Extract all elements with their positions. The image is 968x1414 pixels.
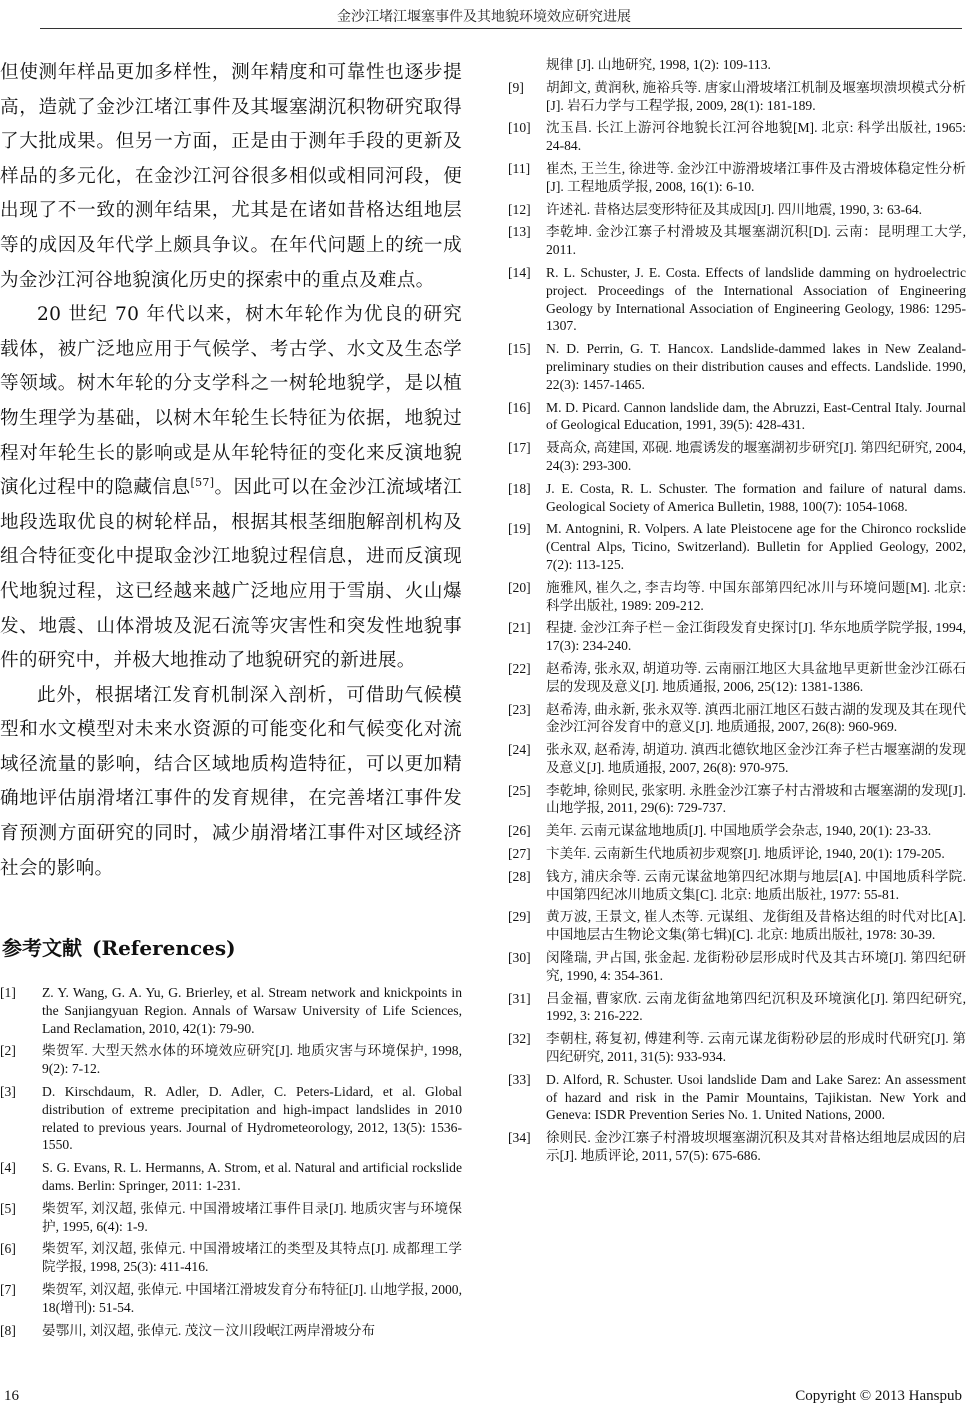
reference-item <box>508 201 966 219</box>
reference-item <box>0 1083 462 1154</box>
references-heading <box>2 932 236 961</box>
reference-item <box>508 439 966 475</box>
reference-number: [26] <box>508 823 531 839</box>
reference-item <box>508 741 966 777</box>
paragraph-3: 此外，根据堵江发育机制深入剖析，可借助气候模型和水文模型对未来水资源的可能变化和气候变化对流域径流量的影响，结合区域地质构造特征，可以更加精确地评估崩滑堵江事件的发育规律，在完善堵江事件发育预测方面研究的同时，减少崩滑堵江事件对区域经济社会的影响。 <box>0 684 462 879</box>
reference-number: [32] <box>508 1031 531 1047</box>
references-heading-cn: 参考文献 <box>2 936 82 960</box>
reference-item <box>508 822 966 840</box>
reference-text: S. G. Evans, R. L. Hermanns, A. Strom, et al. Natural and artificial rockslide dams. Berlin: Springer, 2011: 1-231. <box>42 1160 462 1193</box>
reference-text: 许述礼. 昔格达层变形特征及其成因[J]. 四川地震, 1990, 3: 63-64. <box>546 201 923 217</box>
reference-text: R. L. Schuster, J. E. Costa. Effects of landslide damming on hydroelectric project. Proceedings of the International Association of Engineering Geology by International Association of Engineering Geology, 1986: 1295-1307. <box>546 264 966 334</box>
reference-number: [16] <box>508 399 531 415</box>
reference-text: 柴贺军, 刘汉超, 张倬元. 中国滑坡堵江的类型及其特点[J]. 成都理工学院学报, 1998, 25(3): 411-416. <box>42 1241 462 1275</box>
reference-number: [11] <box>508 160 531 176</box>
reference-number: [14] <box>508 264 531 280</box>
reference-list-right <box>508 56 966 1170</box>
reference-text: 李乾坤, 徐则民, 张家明. 永胜金沙江寨子村古滑坡和古堰塞湖的发现[J]. 山地学报, 2011, 29(6): 729-737. <box>546 782 966 816</box>
paragraph-2 <box>0 298 462 679</box>
reference-number: [3] <box>0 1083 16 1099</box>
reference-item <box>508 660 966 696</box>
reference-text: 沈玉昌. 长江上游河谷地貌长江河谷地貌[M]. 北京: 科学出版社, 1965: 24-84. <box>546 120 966 154</box>
reference-number: [25] <box>508 782 531 798</box>
reference-number: [18] <box>508 480 531 496</box>
reference-item <box>508 399 966 435</box>
reference-number: [7] <box>0 1281 16 1297</box>
reference-continuation <box>508 56 966 74</box>
reference-number: [10] <box>508 120 531 136</box>
reference-text: N. D. Perrin, G. T. Hancox. Landslide-dammed lakes in New Zealand-preliminary studies on their distribution causes and effects. Landslide. 1990, 22(3): 1457-1465. <box>546 341 966 392</box>
reference-item <box>0 1240 462 1276</box>
reference-text: 闵隆瑞, 尹占国, 张金起. 龙街粉砂层形成时代及其古环境[J]. 第四纪研究, 1990, 4: 354-361. <box>546 950 966 983</box>
reference-text: 胡卸文, 黄润秋, 施裕兵等. 唐家山滑坡堵江机制及堰塞坝溃坝模式分析[J]. 岩石力学与工程学报, 2009, 28(1): 181-189. <box>546 79 966 113</box>
reference-item <box>508 340 966 393</box>
reference-text: D. Alford, R. Schuster. Usoi landslide Dam and Lake Sarez: An assessment of hazard and risk in the Pamir Mountains, Tajikistan. New York and Geneva: ISDR Prevention Series No. 1. United Nations, 2000. <box>546 1071 966 1123</box>
reference-item <box>508 119 966 155</box>
paragraph-2-text: 20 世纪 70 年代以来，树木年轮作为优良的研究载体，被广泛地应用于气候学、考古学、水文及生态学等领域。树木年轮的分支学科之一树轮地貌学，是以植物生理学为基础，以树木年轮生长特征为依据，地貌过程对年轮生长的影响或是从年轮特征的变化来反演地貌演化过程中的隐藏信息 <box>0 304 462 499</box>
reference-text: 晏鄂川, 刘汉超, 张倬元. 茂汶－汶川段岷江两岸滑坡分布 <box>42 1322 376 1338</box>
reference-text: Z. Y. Wang, G. A. Yu, G. Brierley, et al. Stream network and knickpoints in the Sanjiangyuan Region. Annals of Warsaw University of Life Sciences, Land Reclamation, 2010, 42(1): 79-90. <box>42 985 462 1036</box>
reference-text: J. E. Costa, R. L. Schuster. The formation and failure of natural dams. Geological Society of America Bulletin, 1988, 100(7): 1054-1068. <box>546 480 966 514</box>
reference-text: 聂高众, 高建国, 邓砚. 地震诱发的堰塞湖初步研究[J]. 第四纪研究, 2004, 24(3): 293-300. <box>546 440 966 473</box>
reference-number: [28] <box>508 868 531 884</box>
reference-text: 徐则民. 金沙江寨子村滑坡坝堰塞湖沉积及其对昔格达组地层成因的启示[J]. 地质评论, 2011, 57(5): 675-686. <box>546 1130 966 1164</box>
reference-text: 美年. 云南元谋盆地地质[J]. 中国地质学会杂志, 1940, 20(1): 23-33. <box>546 823 932 839</box>
reference-number: [22] <box>508 660 531 676</box>
reference-text: 施雅风, 崔久之, 李吉均等. 中国东部第四纪冰川与环境问题[M]. 北京: 科学出版社, 1989: 209-212. <box>546 579 966 613</box>
reference-text: 柴贺军, 刘汉超, 张倬元. 中国堵江滑坡发育分布特征[J]. 山地学报, 2000, 18(增刊): 51-54. <box>42 1281 462 1315</box>
reference-item <box>508 845 966 863</box>
reference-item <box>508 908 966 944</box>
reference-item <box>0 1281 462 1317</box>
reference-text: 李朝柱, 蒋复初, 傅建利等. 云南元谋龙街粉砂层的形成时代研究[J]. 第四纪研究, 2011, 31(5): 933-934. <box>546 1031 966 1065</box>
reference-number: [12] <box>508 201 531 217</box>
reference-item <box>508 223 966 259</box>
reference-text: 钱方, 浦庆余等. 云南元谋盆地第四纪冰期与地层[A]. 中国地质科学院. 中国第四纪冰川地质文集[C]. 北京: 地质出版社, 1977: 55-81. <box>546 868 966 902</box>
reference-text: 李乾坤. 金沙江寨子村滑坡及其堰塞湖沉积[D]. 云南：昆明理工大学, 2011. <box>546 224 966 258</box>
reference-text: M. D. Picard. Cannon landslide dam, the Abruzzi, East-Central Italy. Journal of Geological Education, 1991, 39(5): 428-431. <box>546 399 966 433</box>
reference-number: [24] <box>508 742 531 758</box>
reference-text: 卞美年. 云南新生代地质初步观察[J]. 地质评论, 1940, 20(1): 179-205. <box>546 846 945 862</box>
reference-text: 程捷. 金沙江奔子栏－金江街段发育史探讨[J]. 华东地质学院学报, 1994, 17(3): 234-240. <box>546 620 966 654</box>
reference-number: [20] <box>508 579 531 595</box>
references-heading-en: (References) <box>92 936 236 960</box>
reference-number: [2] <box>0 1043 16 1059</box>
reference-number: [13] <box>508 224 531 240</box>
reference-number: [15] <box>508 341 531 357</box>
reference-number: [8] <box>0 1322 16 1338</box>
paragraph-2-tail: 。因此可以在金沙江流域堵江地段选取优良的树轮样品，根据其根茎细胞解剖机构及组合特征变化中提取金沙江地貌过程信息，进而反演现代地貌过程，这已经越来越广泛地应用于雪崩、火山爆发、地震、山体滑坡及泥石流等灾害性和突发性地貌事件的研究中，并极大地推动了地貌研究的新进展。 <box>0 477 462 672</box>
reference-text: 张永双, 赵希涛, 胡道功. 滇西北德钦地区金沙江奔子栏古堰塞湖的发现及意义[J]. 地质通报, 2007, 26(8): 970-975. <box>546 742 966 775</box>
reference-number: [27] <box>508 846 531 862</box>
reference-item <box>0 984 462 1037</box>
reference-text: 赵希涛, 张永双, 胡道功等. 云南丽江地区大具盆地早更新世金沙江砾石层的发现及意义[J]. 地质通报, 2006, 25(12): 1381-1386. <box>546 660 966 694</box>
reference-text: 柴贺军. 大型天然水体的环境效应研究[J]. 地质灾害与环境保护, 1998, 9(2): 7-12. <box>42 1043 462 1077</box>
reference-item <box>508 520 966 573</box>
reference-text: D. Kirschdaum, R. Adler, D. Adler, C. Peters-Lidard, et al. Global distribution of extreme precipitation and high-impact landslides in 2010 related to previous years. Journal of Hydrometeorology, 2012, 13(5): 1536-1550. <box>42 1083 462 1153</box>
reference-item <box>508 264 966 335</box>
left-column <box>0 56 462 886</box>
reference-text: 吕金福, 曹家欣. 云南龙街盆地第四纪沉积及环境演化[J]. 第四纪研究, 1992, 3: 216-222. <box>546 990 966 1024</box>
reference-number: [34] <box>508 1130 531 1146</box>
reference-item <box>0 1200 462 1236</box>
reference-item <box>508 1030 966 1066</box>
reference-item <box>508 782 966 818</box>
reference-number: [1] <box>0 985 16 1000</box>
running-title: 金沙江堵江堰塞事件及其地貌环境效应研究进展 <box>337 9 631 25</box>
reference-number: [4] <box>0 1160 16 1176</box>
reference-number: [21] <box>508 620 531 636</box>
header-rule <box>40 28 962 29</box>
reference-number: [30] <box>508 950 531 966</box>
reference-item <box>508 1129 966 1165</box>
reference-list-left <box>0 984 462 1344</box>
reference-number: [19] <box>508 521 531 537</box>
reference-number: [33] <box>508 1071 531 1087</box>
reference-item <box>508 160 966 196</box>
reference-item <box>508 701 966 737</box>
reference-text: 赵希涛, 曲永新, 张永双等. 滇西北丽江地区石鼓古湖的发现及其在现代金沙江河谷发育中的意义[J]. 地质通报, 2007, 26(8): 960-969. <box>546 701 966 735</box>
page-number: 16 <box>4 1388 19 1404</box>
reference-item <box>508 480 966 516</box>
reference-item <box>508 949 966 985</box>
reference-number: [29] <box>508 909 531 925</box>
reference-item <box>0 1159 462 1195</box>
reference-item <box>0 1042 462 1078</box>
citation-57[interactable]: [57] <box>190 475 215 489</box>
copyright-notice: Copyright © 2013 Hanspub <box>795 1388 962 1404</box>
reference-item <box>508 1071 966 1124</box>
reference-item <box>0 1322 462 1340</box>
reference-item <box>508 579 966 615</box>
reference-text: 规律 [J]. 山地研究, 1998, 1(2): 109-113. <box>546 57 771 72</box>
reference-number: [23] <box>508 701 531 717</box>
reference-number: [31] <box>508 990 531 1006</box>
reference-item <box>508 990 966 1026</box>
reference-number: [6] <box>0 1241 16 1257</box>
reference-item <box>508 868 966 904</box>
reference-number: [17] <box>508 440 531 456</box>
reference-text: 黄万波, 王景文, 崔人杰等. 元谋组、龙街组及昔格达组的时代对比[A]. 中国地层古生物论文集(第七辑)[C]. 北京: 地质出版社, 1978: 30-39. <box>546 909 966 943</box>
reference-item <box>508 619 966 655</box>
reference-text: 柴贺军, 刘汉超, 张倬元. 中国滑坡堵江事件目录[J]. 地质灾害与环境保护, 1995, 6(4): 1-9. <box>42 1200 462 1234</box>
reference-number: [5] <box>0 1200 16 1216</box>
reference-number: [9] <box>508 79 524 95</box>
reference-text: M. Antognini, R. Volpers. A late Pleistocene age for the Chironco rockslide (Central Alps, Ticino, Switzerland). Bulletin for Applied Geology, 2002, 7(2): 113-125. <box>546 521 966 572</box>
paragraph-1: 但使测年样品更加多样性，测年精度和可靠性也逐步提高，造就了金沙江堵江事件及其堰塞湖沉积物研究取得了大批成果。但另一方面，正是由于测年手段的更新及样品的多元化，在金沙江河谷很多相似或相同河段，便出现了不一致的测年结果，尤其是在诸如昔格达组地层等的成因及年代学上颇具争议。在年代问题上的统一成为金沙江河谷地貌演化历史的探索中的重点及难点。 <box>0 62 462 291</box>
reference-item <box>508 79 966 115</box>
reference-text: 崔杰, 王兰生, 徐进等. 金沙江中游滑坡堵江事件及古滑坡体稳定性分析[J]. 工程地质学报, 2008, 16(1): 6-10. <box>546 160 966 194</box>
